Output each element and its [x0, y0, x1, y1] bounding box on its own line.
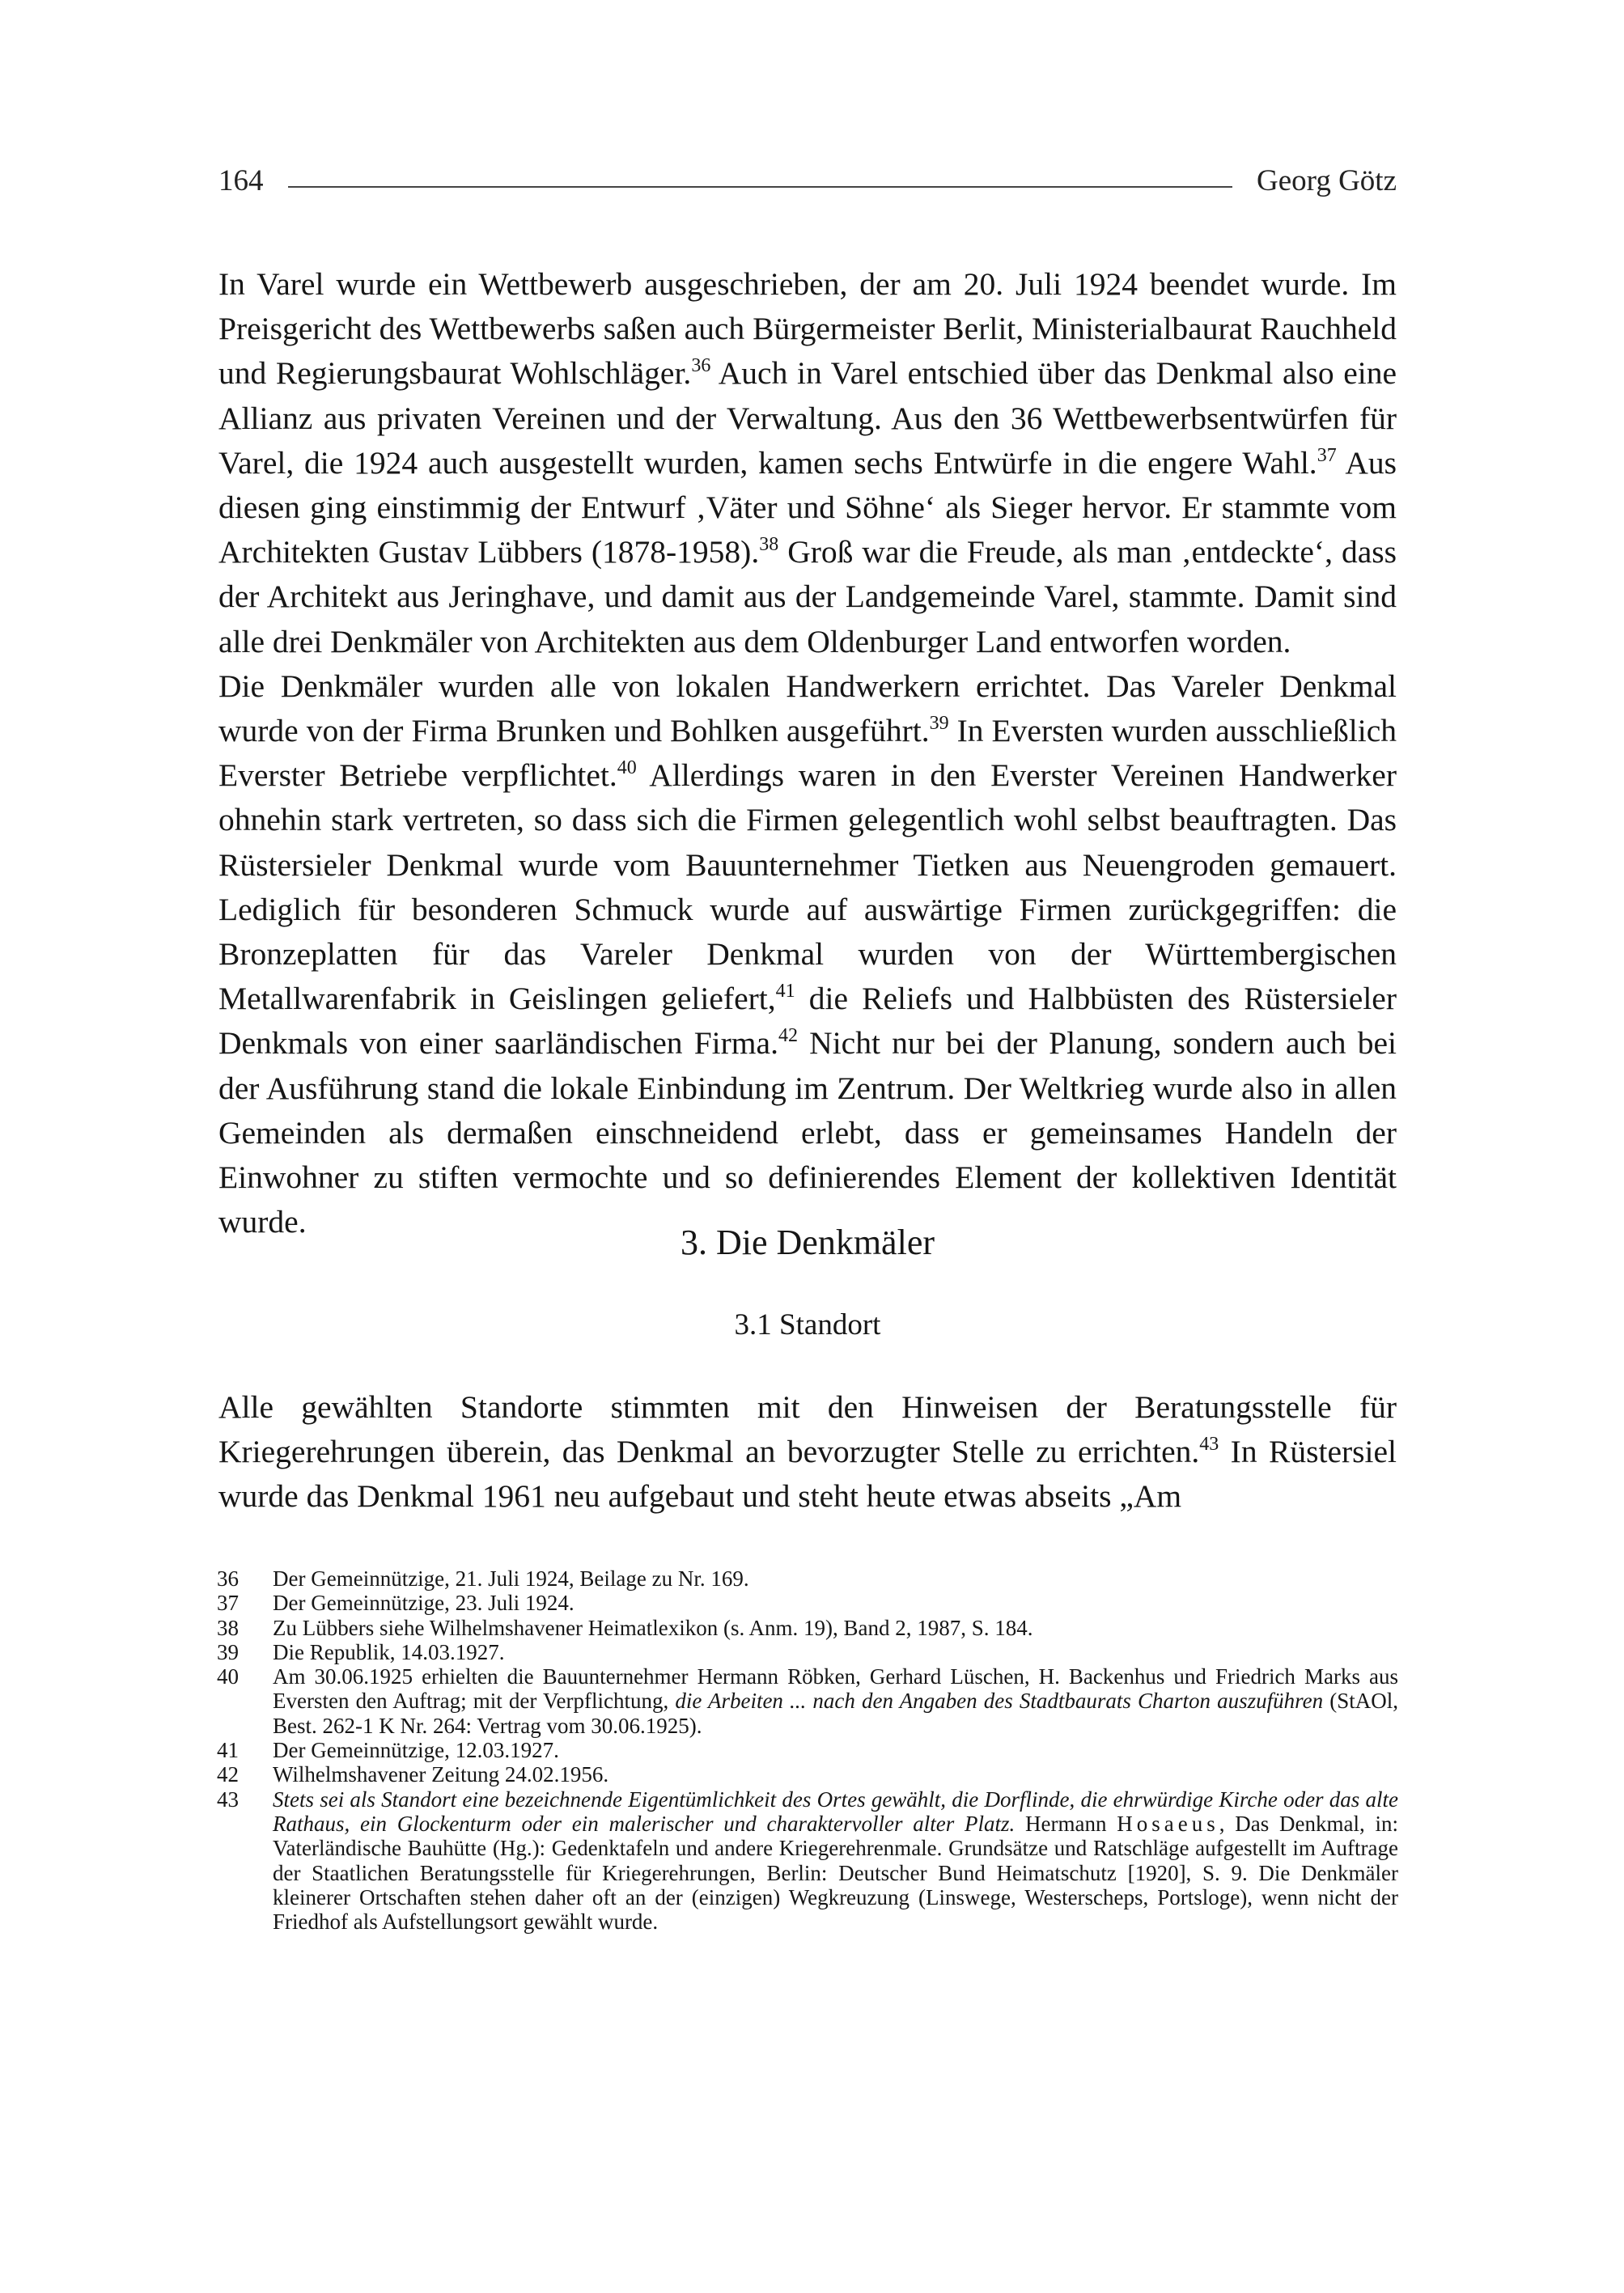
text-segment: Groß war die Freude, als man ‚entdeckte‘, dass der Architekt aus Jeringhave, und damit aus der Landgemeinde Varel, stammte. Damit sind alle drei Denkmäler von Architekten aus dem Oldenburger Land entworfen worden. [218, 534, 1397, 659]
section-text [218, 1385, 1397, 1519]
footnote-number: 37 [217, 1591, 239, 1616]
footnote-37 [217, 1591, 1398, 1615]
footnote-text [273, 1640, 1398, 1664]
footnotes [217, 1566, 1398, 1934]
text-segment: Nicht nur bei der Planung, sondern auch bei der Ausführung stand die lokale Einbindung im Zentrum. Der Weltkrieg wurde also in allen Gemeinden als dermaßen einschneidend erlebt, dass er gemeinsames Handeln der Einwohner zu stiften vermochte und so definierendes Element der kollektiven Identität wurde. [218, 1025, 1397, 1240]
footnote-text [273, 1787, 1398, 1935]
paragraph-craftsmen [218, 664, 1397, 1245]
footnote-number: 39 [217, 1639, 239, 1664]
footnote-40 [217, 1664, 1398, 1738]
paragraph-competition [218, 262, 1397, 664]
text-segment: Auch in Varel entschied über das Denkmal also eine Allianz aus privaten Vereinen und der Verwaltung. Aus den 36 Wettbewerbsentwürfen für Varel, die 1924 auch ausgestellt wurden, kamen sechs Entwürfe in die engere Wahl. [218, 355, 1397, 481]
footnote-text-part: Der Gemeinnützige, 23. Juli 1924. [273, 1591, 575, 1616]
body-text [218, 262, 1397, 1244]
footnote-ref[interactable]: 41 [775, 981, 795, 1002]
footnote-43 [217, 1787, 1398, 1935]
footnote-text-part: Am 30.06.1925 erhielten die Bauunternehmer Hermann Röbken, Gerhard Lüschen, H. Backenhus und Friedrich Marks aus Eversten den Auftrag; mit der Verpflichtung, [273, 1664, 1398, 1714]
footnote-42 [217, 1762, 1398, 1787]
footnote-number: 43 [217, 1787, 239, 1812]
footnote-number: 38 [217, 1615, 239, 1640]
footnote-text [273, 1566, 1398, 1591]
footnote-text-part: Die Republik, 14.03.1927. [273, 1639, 505, 1664]
running-head-author: Georg Götz [1257, 164, 1397, 197]
subsection-heading: 3.1 Standort [734, 1308, 881, 1341]
footnote-ref[interactable]: 40 [617, 757, 637, 779]
footnote-39 [217, 1640, 1398, 1664]
footnote-text-part: Zu Lübbers siehe Wilhelmshavener Heimatlexikon (s. Anm. 19), Band 2, 1987, S. 184. [273, 1615, 1033, 1640]
footnote-text-part: Der Gemeinnützige, 12.03.1927. [273, 1738, 559, 1763]
footnote-number: 36 [217, 1566, 239, 1591]
text-segment: Allerdings waren in den Everster Vereinen Handwerker ohnehin stark vertreten, so dass sich die Firmen gelegentlich wohl selbst beauftragten. Das Rüstersieler Denkmal wurde vom Bauunternehmer Tietken aus Neuengroden gemauert. Lediglich für besonderen Schmuck wurde auf auswärtige Firmen zurückgegriffen: die Bronzeplatten für das Vareler Denkmal wurden von der Württembergischen Metallwarenfabrik in Geislingen geliefert, [218, 757, 1397, 1017]
footnote-number: 42 [217, 1762, 239, 1787]
footnote-text-part: die Arbeiten ... nach den Angaben des Stadtbaurats Charton auszuführen [675, 1689, 1324, 1714]
footnote-text-part: Der Gemeinnützige, 21. Juli 1924, Beilage zu Nr. 169. [273, 1566, 749, 1591]
footnote-ref[interactable]: 43 [1199, 1434, 1219, 1456]
footnote-41 [217, 1738, 1398, 1762]
text-segment: Die Denkmäler wurden alle von lokalen Handwerkern errichtet. Das Vareler Denkmal wurde von der Firma Brunken und Bohlken ausgeführt. [218, 668, 1397, 749]
footnote-text-part: Hosaeus [1117, 1811, 1219, 1836]
footnote-38 [217, 1616, 1398, 1640]
footnote-ref[interactable]: 38 [759, 534, 779, 556]
footnote-ref[interactable]: 36 [691, 355, 711, 377]
text-segment: die Reliefs und Halbbüsten des Rüstersieler Denkmals von einer saarländischen Firma. [218, 981, 1397, 1062]
footnote-text-part: Wilhelmshavener Zeitung 24.02.1956. [273, 1762, 609, 1787]
text-segment: In Eversten wurden ausschließlich Everster Betriebe verpflichtet. [218, 713, 1397, 794]
text-segment: In Rüstersiel wurde das Denkmal 1961 neu aufgebaut und steht heute etwas abseits „Am [218, 1434, 1397, 1515]
footnote-number: 41 [217, 1738, 239, 1763]
footnote-ref[interactable]: 39 [929, 713, 949, 735]
footnote-text [273, 1591, 1398, 1615]
text-segment: Alle gewählten Standorte stimmten mit den Hinweisen der Beratungsstelle für Kriegerehrungen überein, das Denkmal an bevorzugter Stelle zu errichten. [218, 1389, 1397, 1470]
section-heading: 3. Die Denkmäler [681, 1223, 935, 1262]
running-head [218, 163, 1397, 198]
footnote-36 [217, 1566, 1398, 1591]
footnote-text [273, 1664, 1398, 1738]
footnote-number: 40 [217, 1664, 239, 1689]
footnote-ref[interactable]: 42 [778, 1025, 798, 1047]
footnote-text [273, 1762, 1398, 1787]
text-segment: Aus diesen ging einstimmig der Entwurf ‚Väter und Söhne‘ als Sieger hervor. Er stammte vom Architekten Gustav Lübbers (1878-1958). [218, 444, 1397, 570]
footnote-text [273, 1616, 1398, 1640]
page-number: 164 [218, 164, 264, 197]
footnote-text-part: Stets sei als Standort eine bezeichnende Eigentümlichkeit des Ortes gewählt, die Dorflinde, die ehrwürdige Kirche oder das alte Rathaus, ein Glockenturm oder ein malerischer und charaktervoller alter Platz. [273, 1787, 1398, 1836]
footnote-ref[interactable]: 37 [1317, 444, 1337, 466]
footnote-text-part: Hermann [1015, 1811, 1117, 1836]
footnote-text-part: (StAOl, Best. 262-1 K Nr. 264: Vertrag vom 30.06.1925). [273, 1689, 1399, 1738]
footnote-text [273, 1738, 1398, 1762]
footnote-text-part: , Das Denkmal, in: Vaterländische Bauhütte (Hg.): Gedenktafeln und andere Kriegerehrenmale. Grundsätze und Ratschläge aufgestellt im Auftrage der Staatlichen Beratungsstelle für Kriegerehrungen, Berlin: Deutscher Bund Heimatschutz [1920], S. 9. Die Denkmäler kleinerer Ortschaften stehen daher oft an der (einzigen) Wegkreuzung (Linswege, Westerscheps, Portsloge), wenn nicht der Friedhof als Aufstellungsort gewählt wurde. [273, 1811, 1398, 1935]
header-rule [288, 186, 1233, 188]
text-segment: In Varel wurde ein Wettbewerb ausgeschrieben, der am 20. Juli 1924 beendet wurde. Im Preisgericht des Wettbewerbs saßen auch Bürgermeister Berlit, Ministerialbaurat Rauchheld und Regierungsbaurat Wohlschläger. [218, 266, 1397, 392]
